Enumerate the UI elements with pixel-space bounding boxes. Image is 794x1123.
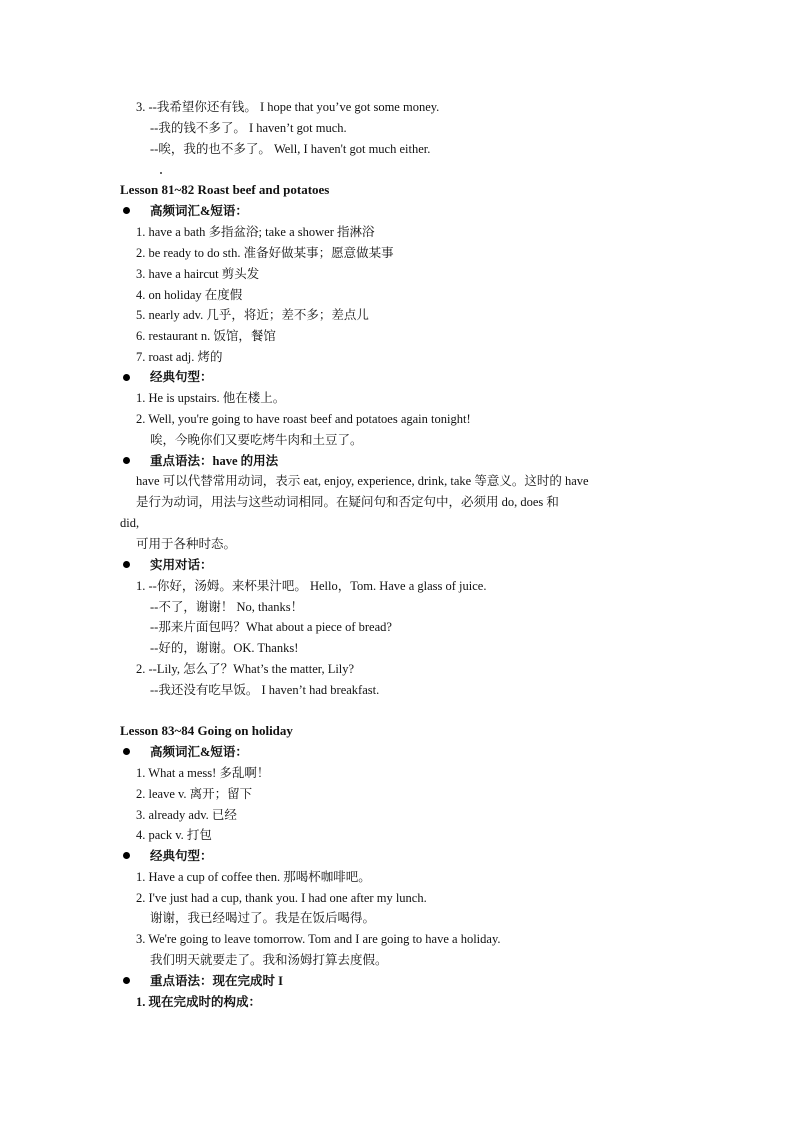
dialogue-line: 2. --Lily, 怎么了？What’s the matter, Lily? bbox=[136, 662, 355, 676]
grammar-text: 是行为动词，用法与这些动词相同。在疑问句和否定句中，必须用 do, does 和 bbox=[136, 495, 559, 509]
bullet-icon bbox=[123, 457, 130, 464]
sentence-item: 1. Have a cup of coffee then. 那喝杯咖啡吧。 bbox=[136, 870, 371, 884]
vocab-item: 2. leave v. 离开；留下 bbox=[136, 787, 253, 801]
vocab-item: 4. on holiday 在度假 bbox=[136, 288, 243, 302]
vocab-item: 5. nearly adv. 几乎，将近；差不多；差点儿 bbox=[136, 308, 369, 322]
dialogue-line: --我的钱不多了。 I haven’t got much. bbox=[150, 121, 347, 135]
stray-dot bbox=[160, 172, 162, 174]
vocab-item: 1. What a mess! 多乱啊！ bbox=[136, 766, 270, 780]
dialogue-line: --好的，谢谢。OK. Thanks! bbox=[150, 641, 299, 655]
section-heading-vocab: 高频词汇&短语： bbox=[150, 204, 248, 218]
vocab-item: 1. have a bath 多指盆浴; take a shower 指淋浴 bbox=[136, 225, 375, 239]
section-heading-vocab: 高频词汇&短语： bbox=[150, 745, 248, 759]
dialogue-line: --唉，我的也不多了。 Well, I haven't got much either. bbox=[150, 142, 431, 156]
vocab-item: 6. restaurant n. 饭馆，餐馆 bbox=[136, 329, 276, 343]
vocab-item: 4. pack v. 打包 bbox=[136, 828, 212, 842]
bullet-icon bbox=[123, 977, 130, 984]
section-heading-grammar: 重点语法：have 的用法 bbox=[150, 454, 279, 468]
sentence-translation: 唉，今晚你们又要吃烤牛肉和土豆了。 bbox=[150, 433, 363, 447]
dialogue-line: 1. --你好，汤姆。来杯果汁吧。 Hello，Tom. Have a glass of juice. bbox=[136, 579, 487, 593]
vocab-item: 3. have a haircut 剪头发 bbox=[136, 267, 260, 281]
section-heading-sentences: 经典句型： bbox=[150, 370, 213, 384]
dialogue-line: --不了，谢谢！ No, thanks！ bbox=[150, 600, 304, 614]
sentence-item: 3. We're going to leave tomorrow. Tom and I are going to have a holiday. bbox=[136, 932, 501, 946]
vocab-item: 3. already adv. 已经 bbox=[136, 808, 237, 822]
bullet-icon bbox=[123, 852, 130, 859]
dialogue-line: 3. --我希望你还有钱。 I hope that you’ve got some money. bbox=[136, 100, 440, 114]
sentence-item: 2. I've just had a cup, thank you. I had one after my lunch. bbox=[136, 891, 427, 905]
section-heading-sentences: 经典句型： bbox=[150, 849, 213, 863]
bullet-icon bbox=[123, 748, 130, 755]
sentence-translation: 谢谢，我已经喝过了。我是在饭后喝得。 bbox=[150, 911, 376, 925]
sentence-item: 1. He is upstairs. 他在楼上。 bbox=[136, 391, 286, 405]
grammar-text: did, bbox=[120, 516, 140, 530]
vocab-item: 7. roast adj. 烤的 bbox=[136, 350, 223, 364]
section-heading-grammar: 重点语法：现在完成时 I bbox=[150, 974, 283, 988]
sentence-item: 2. Well, you're going to have roast beef and potatoes again tonight! bbox=[136, 412, 471, 426]
lesson-81-title: Lesson 81~82 Roast beef and potatoes bbox=[120, 182, 330, 197]
grammar-subheading: 1. 现在完成时的构成： bbox=[136, 995, 262, 1009]
vocab-item: 2. be ready to do sth. 准备好做某事；愿意做某事 bbox=[136, 246, 394, 260]
bullet-icon bbox=[123, 561, 130, 568]
lesson-83-title: Lesson 83~84 Going on holiday bbox=[120, 723, 293, 738]
grammar-text: have 可以代替常用动词，表示 eat, enjoy, experience, drink, take 等意义。这时的 have bbox=[136, 474, 589, 488]
bullet-icon bbox=[123, 207, 130, 214]
dialogue-line: --那来片面包吗？What about a piece of bread? bbox=[150, 620, 392, 634]
bullet-icon bbox=[123, 374, 130, 381]
dialogue-line: --我还没有吃早饭。 I haven’t had breakfast. bbox=[150, 683, 380, 697]
grammar-text: 可用于各种时态。 bbox=[136, 537, 237, 551]
sentence-translation: 我们明天就要走了。我和汤姆打算去度假。 bbox=[150, 953, 388, 967]
section-heading-dialogue: 实用对话： bbox=[150, 558, 213, 572]
